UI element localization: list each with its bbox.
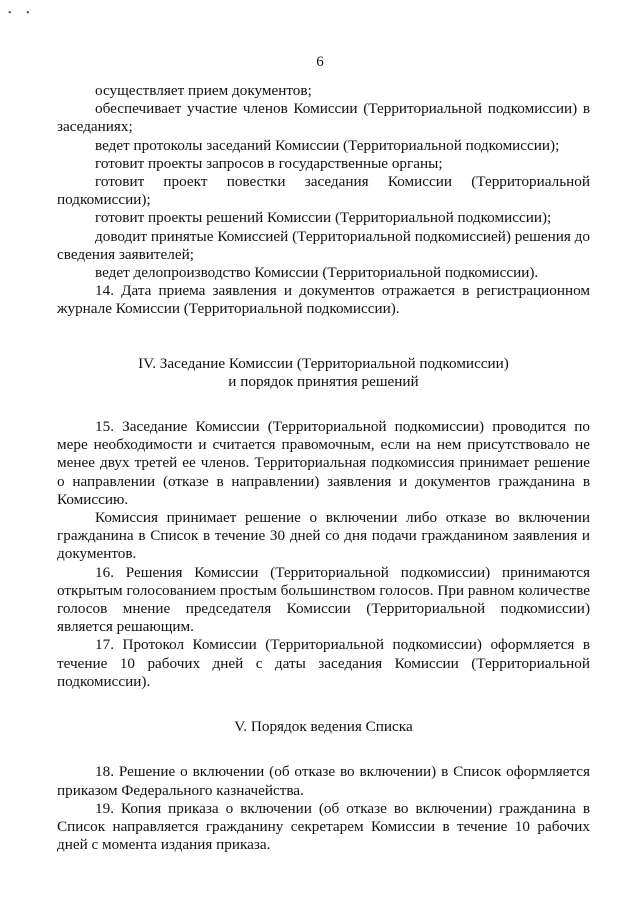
paragraph-15-continued: Комиссия принимает решение о включении либо отказе во включении гражданина в Список в течение 30 дней со дня подачи гражданином заявления и документов. xyxy=(57,509,590,563)
scan-corner-marks: • • xyxy=(8,8,36,19)
spacer xyxy=(57,691,590,718)
paragraph-16: 16. Решения Комиссии (Территориальной подкомиссии) принимаются открытым голосованием простым большинством голосов. При равном количестве голосов мнение председателя Комиссии (Территориальной подкомиссии) является решающим. xyxy=(57,563,590,636)
duty-item: доводит принятые Комиссией (Территориальной подкомиссией) решения до сведения заявителей; xyxy=(57,227,590,263)
spacer xyxy=(57,736,590,763)
duty-item: готовит проекты запросов в государственные органы; xyxy=(95,154,443,172)
document-body xyxy=(57,82,590,854)
section-v-heading: V. Порядок ведения Списка xyxy=(234,718,413,736)
duty-item: готовит проекты решений Комиссии (Территориальной подкомиссии); xyxy=(95,209,552,227)
paragraph-17: 17. Протокол Комиссии (Территориальной подкомиссии) оформляется в течение 10 рабочих дней с даты заседания Комиссии (Территориальной подкомиссии). xyxy=(57,636,590,690)
spacer xyxy=(57,391,590,418)
paragraph-15: 15. Заседание Комиссии (Территориальной подкомиссии) проводится по мере необходимости и считается правомочным, если на нем присутствовало не менее двух третей ее членов. Территориальная подкомиссия принимает решение о направлении (отказе в направлении) заявления и документов гражданина в Комиссию. xyxy=(57,418,590,508)
section-iv-heading-line2: и порядок принятия решений xyxy=(228,372,419,390)
duty-item: обеспечивает участие членов Комиссии (Территориальной подкомиссии) в заседаниях; xyxy=(57,100,590,136)
paragraph-18: 18. Решение о включении (об отказе во включении) в Список оформляется приказом Федерального казначейства. xyxy=(57,763,590,799)
page-number: 6 xyxy=(316,54,324,70)
duty-item: осуществляет прием документов; xyxy=(95,82,312,99)
duty-item: ведет делопроизводство Комиссии (Территориальной подкомиссии). xyxy=(95,264,539,282)
paragraph-19: 19. Копия приказа о включении (об отказе во включении) гражданина в Список направляется гражданину секретарем Комиссии в течение 10 рабочих дней с момента издания приказа. xyxy=(57,799,590,854)
duty-item: ведет протоколы заседаний Комиссии (Территориальной подкомиссии); xyxy=(95,136,560,154)
spacer xyxy=(57,319,590,355)
paragraph-14: 14. Дата приема заявления и документов отражается в регистрационном журнале Комиссии (Территориальной подкомиссии). xyxy=(57,282,590,318)
section-iv-heading-line1: IV. Заседание Комиссии (Территориальной подкомиссии) xyxy=(138,354,509,372)
duty-item: готовит проект повестки заседания Комиссии (Территориальной подкомиссии); xyxy=(57,173,590,209)
